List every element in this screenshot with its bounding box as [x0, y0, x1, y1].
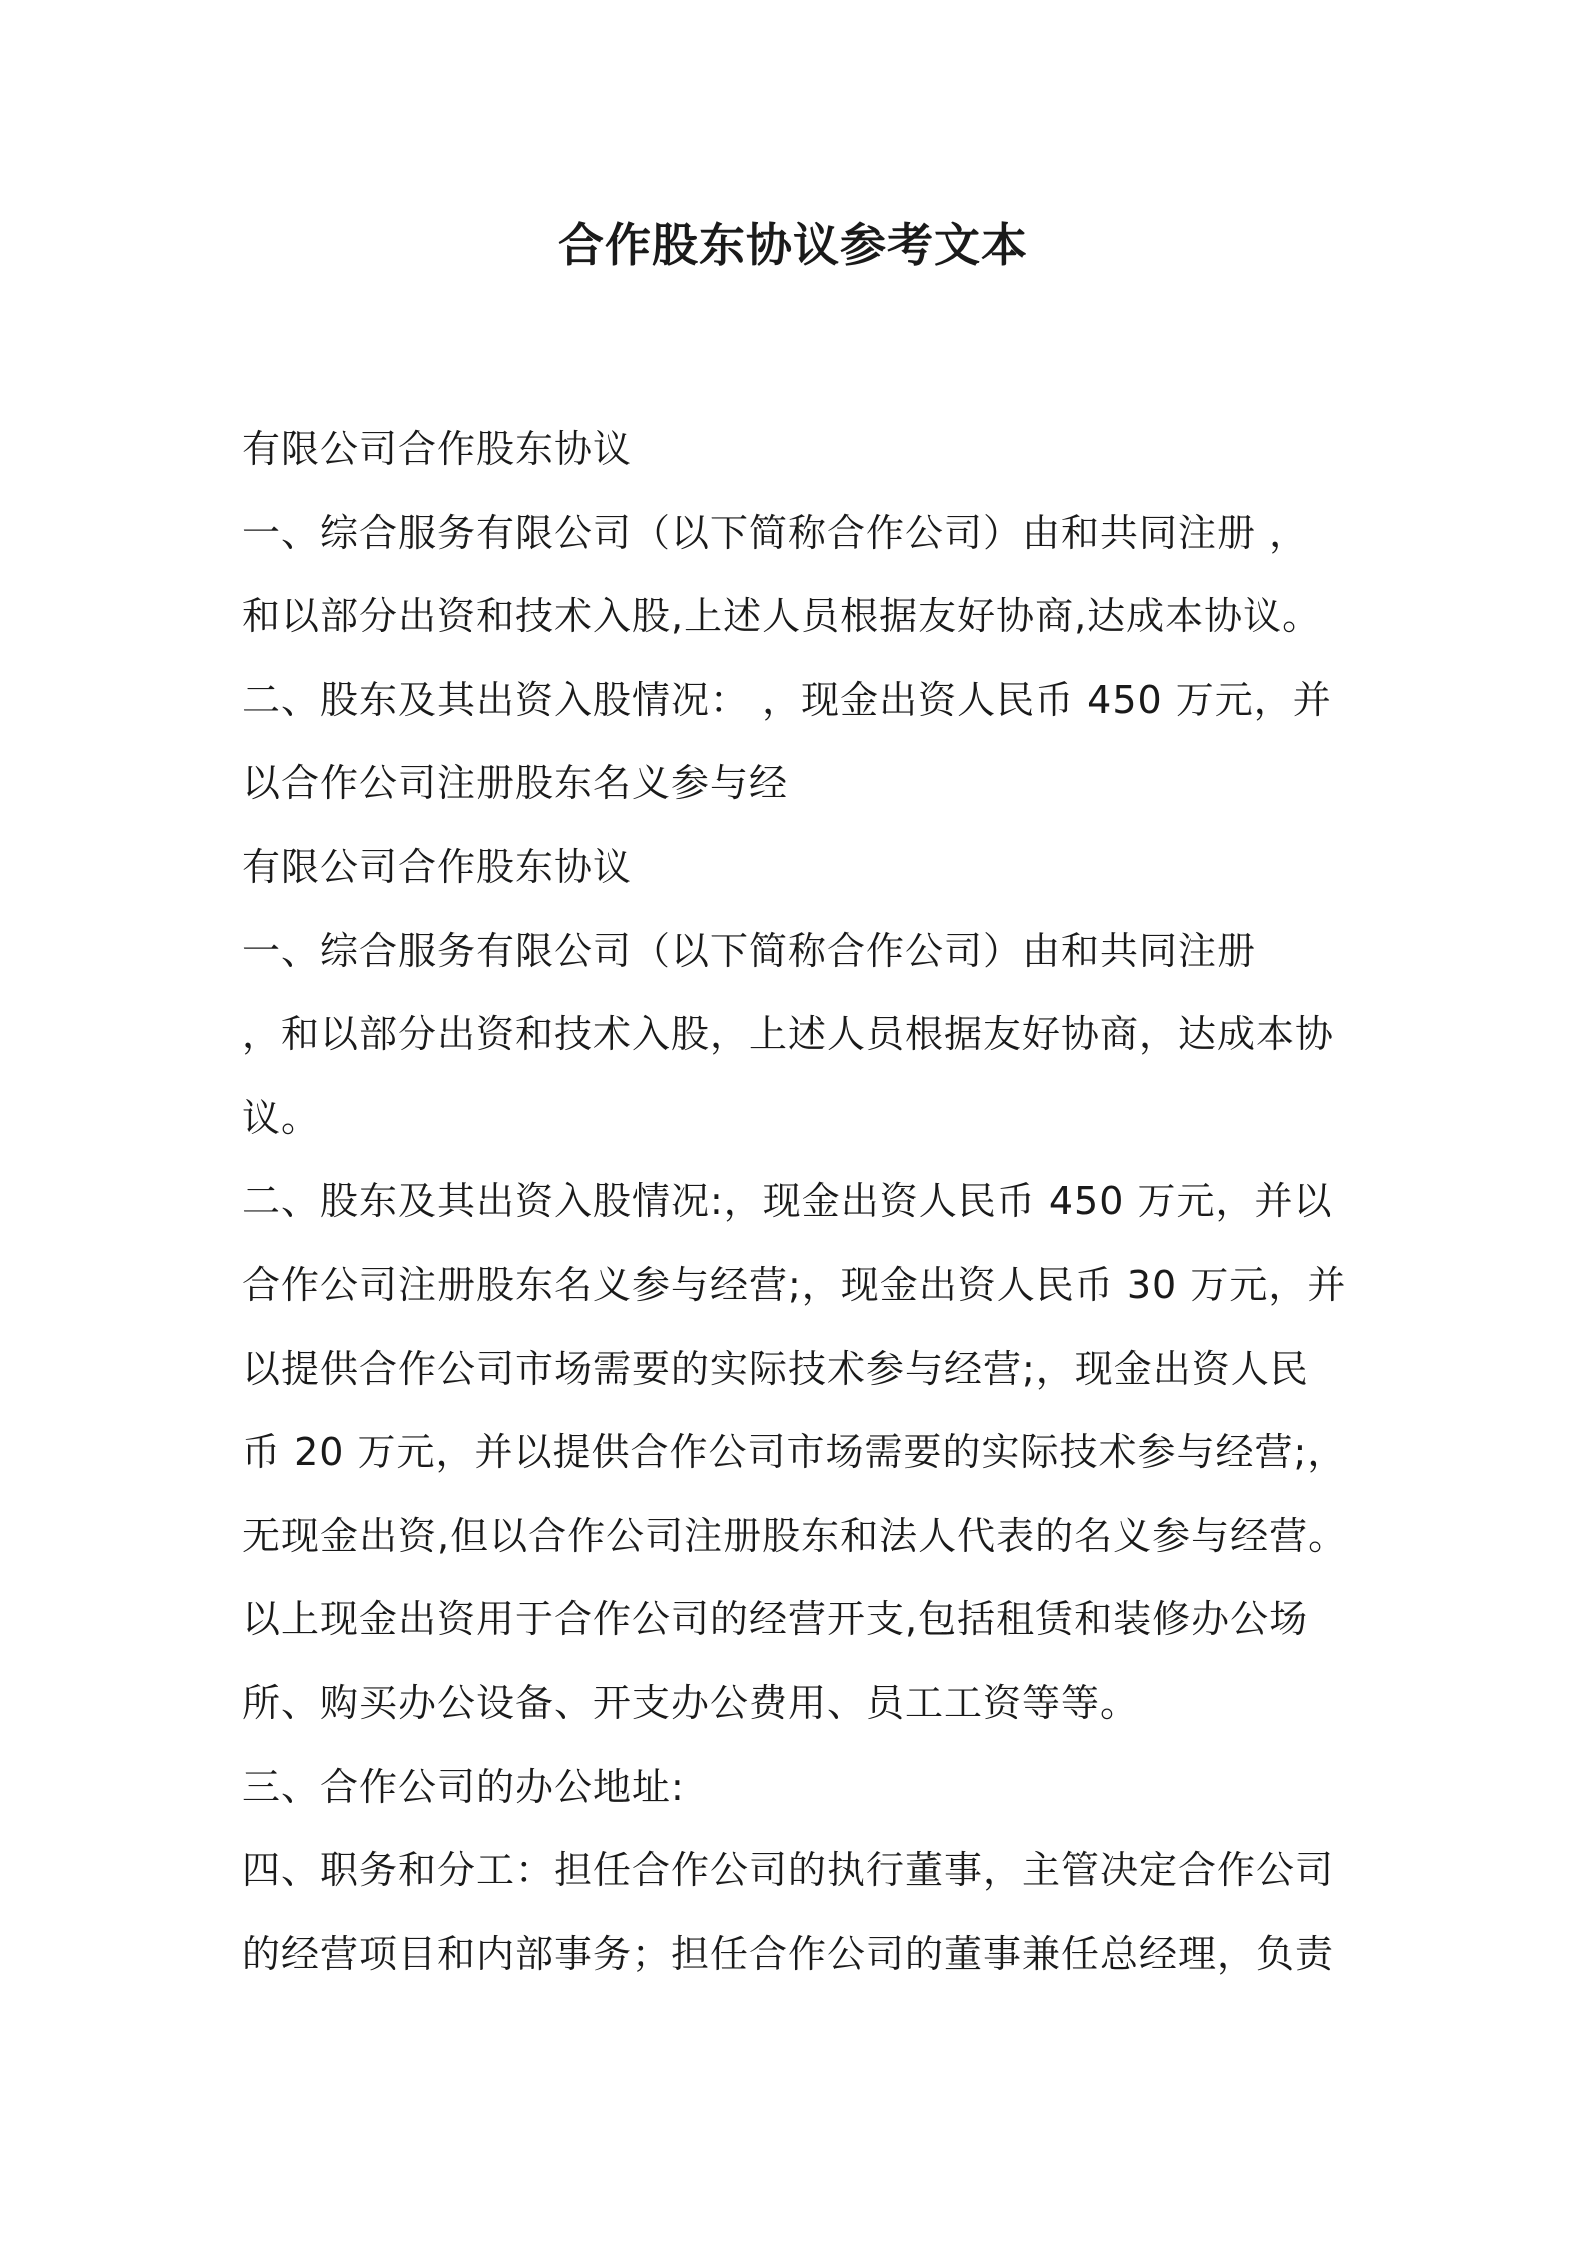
body-line: 所、购买办公设备、开支办公费用、员工工资等等。 [242, 1680, 1140, 1725]
body-line: 议。 [242, 1095, 321, 1140]
body-line: 币 20 万元，并以提供合作公司市场需要的实际技术参与经营;， [242, 1430, 1347, 1475]
document-title: 合作股东协议参考文本 [558, 218, 1028, 272]
body-line: 以合作公司注册股东名义参与经 [242, 761, 789, 806]
body-line: 三、合作公司的办公地址: [242, 1764, 685, 1809]
body-line: 二、股东及其出资入股情况:，现金出资人民币 450 万元，并以 [242, 1179, 1333, 1224]
body-line: 有限公司合作股东协议 [242, 844, 633, 889]
body-line: 四、职务和分工：担任合作公司的执行董事，主管决定合作公司 [242, 1848, 1335, 1893]
document-body [242, 408, 1402, 1996]
body-line: 无现金出资,但以合作公司注册股东和法人代表的名义参与经营。 [242, 1513, 1348, 1558]
body-line: 有限公司合作股东协议 [242, 427, 633, 471]
body-line: 合作公司注册股东名义参与经营;，现金出资人民币 30 万元，并 [242, 1262, 1347, 1307]
body-line: 一、综合服务有限公司（以下简称合作公司）由和共同注册 [242, 928, 1257, 973]
body-line: ，和以部分出资和技术入股，上述人员根据友好协商，达成本协 [242, 1012, 1335, 1057]
body-line: 以上现金出资用于合作公司的经营开支,包括租赁和装修办公场 [242, 1597, 1309, 1642]
body-line: 一、综合服务有限公司（以下简称合作公司）由和共同注册 ， [242, 510, 1309, 555]
body-line: 二、股东及其出资入股情况： ，现金出资人民币 450 万元，并 [242, 677, 1332, 722]
body-line: 和以部分出资和技术入股,上述人员根据友好协商,达成本协议。 [242, 594, 1322, 639]
body-line: 的经营项目和内部事务；担任合作公司的董事兼任总经理，负责 [242, 1931, 1335, 1976]
body-line: 以提供合作公司市场需要的实际技术参与经营;，现金出资人民 [242, 1346, 1309, 1391]
